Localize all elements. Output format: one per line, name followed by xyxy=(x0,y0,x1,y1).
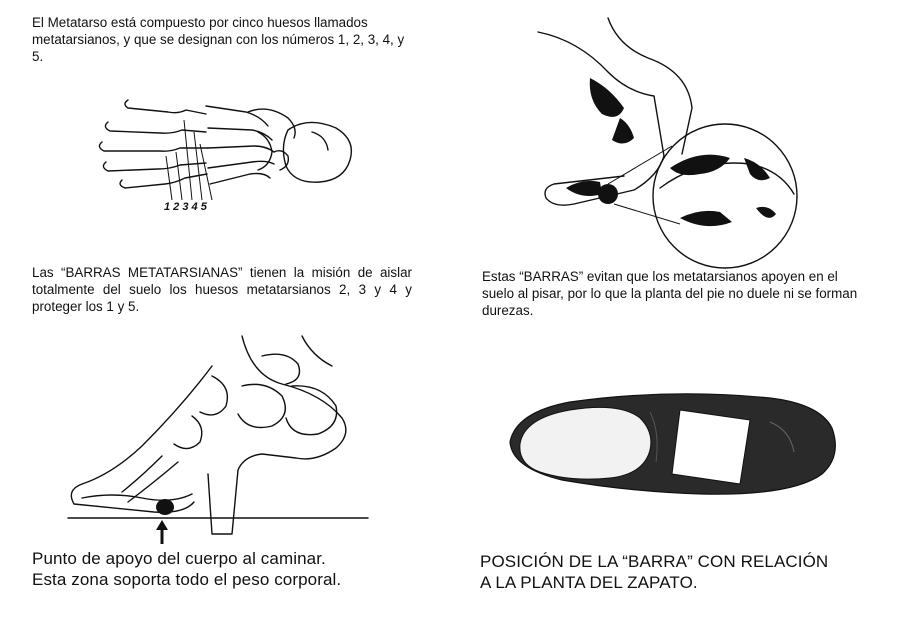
metatarsus-description: El Metatarso está compuesto por cinco huesos llamados metatarsianos, y que se designan con los números 1, 2, 3, 4, y 5. xyxy=(32,15,405,64)
bars-mission-text: Las “BARRAS METATARSIANAS” tienen la misión de aislar totalmente del suelo los huesos metatarsianos 2, 3 y 4 y proteger los 1 y 5. xyxy=(32,265,412,314)
support-point-caption-line2: Esta zona soporta todo el peso corporal. xyxy=(32,570,342,589)
bar-position-caption-line2: A LA PLANTA DEL ZAPATO. xyxy=(480,573,698,592)
foot-side-magnified-illustration xyxy=(530,18,890,258)
support-point-caption xyxy=(32,548,432,590)
support-point-caption-line1: Punto de apoyo del cuerpo al caminar. xyxy=(32,549,326,568)
shoe-sole-illustration xyxy=(500,392,840,522)
bar-position-caption-line1: POSICIÓN DE LA “BARRA” CON RELACIÓN xyxy=(480,552,829,571)
bars-benefit-text: Estas “BARRAS” evitan que los metatarsianos apoyen en el suelo al pisar, por lo que la planta del pie no duele ni se forman durezas. xyxy=(482,269,858,318)
foot-in-heel-illustration xyxy=(62,336,382,546)
bar-position-caption xyxy=(480,551,890,593)
metatarsal-numbers: 1 2 3 4 5 xyxy=(164,201,207,213)
foot-skeleton-illustration xyxy=(98,92,358,212)
